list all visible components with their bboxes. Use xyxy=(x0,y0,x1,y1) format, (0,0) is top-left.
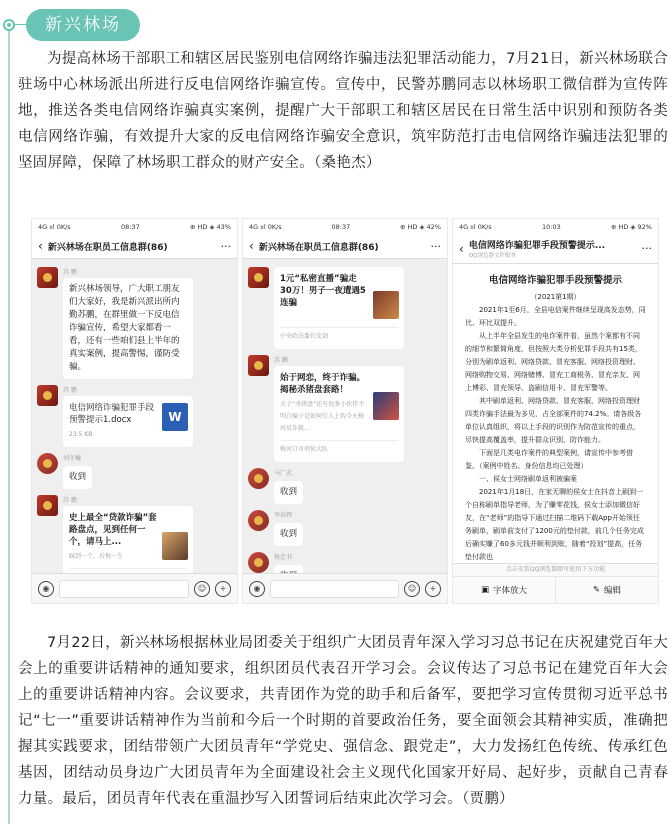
edit-button[interactable] xyxy=(555,577,658,603)
chat-titlebar xyxy=(32,234,237,259)
chat-input-bar xyxy=(243,573,447,603)
card-thumbnail xyxy=(162,532,188,560)
card-thumbnail xyxy=(373,392,399,420)
doc-paragraph: 2021年1月18日，在家无聊的侯女士在抖音上刷到一个自称刷单指导老师，为了赚零花钱，侯女士添加微信好友，在“老师”的指导下通过扫描二维码下载App开始领任务刷单，刷单前支付了1200元的垫付款，前几个任务完成后确实赚了60多元钱并顺利到账，随着“投划”提高，任务垫付款也 xyxy=(465,488,644,561)
back-arrow-icon[interactable]: ‹ xyxy=(249,239,254,253)
file-size: 23.5 KB xyxy=(69,431,93,438)
more-icon[interactable]: ··· xyxy=(220,239,231,253)
voice-icon[interactable]: ◉ xyxy=(38,581,54,597)
article-paragraph-1: 为提高林场干部职工和辖区居民鉴别电信网络诈骗违法犯罪活动能力，7月21日，新兴林场联合驻场中心林场派出所进行反电信网络诈骗宣传。宣传中，民警苏鹏同志以林场职工微信群为宣传阵地，推送各类电信网络诈骗真实案例，提醒广大干部职工和辖区居民在日常生活中识别和预防各类电信网络诈骗，有效提升大家的反电信网络诈骗安全意识，筑牢防范打击电信网络诈骗违法犯罪的坚固屏障，保障了林场职工群众的财产安全。（桑艳杰） xyxy=(18,51,668,171)
sender-name: 李春辉 xyxy=(274,512,293,519)
font-size-icon: ▣ xyxy=(480,585,489,595)
avatar xyxy=(37,453,58,474)
doc-issue: （2021第1期） xyxy=(530,293,581,301)
card-title: 始于网恋，终于诈骗。揭秘杀猪盘套路！ xyxy=(280,373,366,395)
status-battery: ⊕ HD ◈ 42% xyxy=(400,222,441,231)
install-hint: 点击安装QQ浏览器即可使用下方功能 xyxy=(505,566,606,573)
status-bar xyxy=(453,219,658,234)
word-file-icon: W xyxy=(162,403,188,431)
chat-title: 新兴林场在职员工信息群(86) xyxy=(47,242,168,253)
status-time: 08:37 xyxy=(331,222,351,231)
card-thumbnail xyxy=(373,291,399,319)
message-bubble: 收到 xyxy=(274,523,303,546)
status-signal: 4G ııl 0K/s xyxy=(38,222,71,231)
avatar xyxy=(248,355,269,376)
doc-title: 电信网络诈骗犯罪手段预警提示 xyxy=(488,275,622,286)
doc-toolbar xyxy=(453,563,658,603)
file-card[interactable] xyxy=(63,396,193,447)
doc-content xyxy=(453,264,658,584)
avatar xyxy=(37,385,58,406)
card-title: 1元“私密直播”骗走30万！男子一夜遭遇5连骗 xyxy=(280,274,366,308)
status-signal: 4G ııl 0K/s xyxy=(459,222,492,231)
chat-area xyxy=(32,259,237,573)
doc-paragraph: 其中刷单返利、网络贷款、冒充客服、网络投资理财四类诈骗手法最为多见，占全部案件的74.2%。请各级各单位认真组织，将以上手段的识别作为防范宣传的重点，尽快提高覆盖率，提升群众识别、防诈能力。 xyxy=(465,397,642,444)
status-battery: ⊕ HD ◈ 92% xyxy=(611,222,652,231)
edit-label: 编辑 xyxy=(604,586,622,596)
back-arrow-icon[interactable]: ‹ xyxy=(38,239,43,253)
voice-icon[interactable]: ◉ xyxy=(249,581,265,597)
article-paragraph-2: 7月22日，新兴林场根据林业局团委关于组织广大团员青年深入学习习总书记在庆祝建党百年大会上的重要讲话精神的通知要求，组织团员代表召开学习会。会议传达了习总书记在建党百年大会上的重要讲话精神内容。会议要求，共青团作为党的助手和后备军，要把学习宣传贯彻习近平总书记“七一”重要讲话精神作为当前和今后一个时期的首要政治任务，要全面领会其精神实质，准确把握其实践要求，团结带领广大团员青年“学党史、强信念、跟党走”，大力发扬红色传统、传承红色基因，团结动员身边广大团员青年为全面建设社会主义现代化国家开好局、起好步，贡献自己青春力量。最后，团员青年代表在重温抄写入团誓词后结束此次学习会。（贾鹏） xyxy=(18,635,668,807)
plus-icon[interactable]: + xyxy=(425,581,441,597)
more-icon[interactable]: ··· xyxy=(430,239,441,253)
status-time: 08:37 xyxy=(120,222,140,231)
message-input[interactable] xyxy=(59,580,189,598)
message-bubble: 收到 xyxy=(63,466,92,489)
font-size-button[interactable] xyxy=(453,577,555,603)
chat-message xyxy=(37,267,232,379)
chat-message xyxy=(37,453,232,489)
sender-name: 苏 鹏 xyxy=(63,497,77,504)
doc-paragraph: 2021年1至6月，全县电信案件继续呈现高发态势，同比、环比双提升。 xyxy=(465,306,646,327)
doc-paragraph: 一、侯女士网络刷单返利被骗案 xyxy=(479,475,577,483)
chat-title: 新兴林场在职员工信息群(86) xyxy=(258,242,379,253)
sender-name: 马广武 xyxy=(274,470,293,477)
avatar xyxy=(248,267,269,288)
doc-titlebar xyxy=(453,234,658,264)
avatar xyxy=(248,552,269,573)
plus-icon[interactable]: + xyxy=(215,581,231,597)
chat-message xyxy=(248,468,442,504)
chat-message xyxy=(248,267,442,349)
back-arrow-icon[interactable]: ‹ xyxy=(459,241,464,256)
avatar xyxy=(37,267,58,288)
sender-name: 杨忠书 xyxy=(274,554,293,561)
card-title: 史上最全“贷款诈骗”套路盘点，见到任何一个，请马上... xyxy=(69,513,157,547)
section-tag: 新兴林场 xyxy=(26,9,140,41)
chat-input-bar xyxy=(32,573,237,603)
message-bubble: 新兴林场领导，广大职工朋友们大家好，我是新兴派出所内勤苏鹏，在群里做一下反电信诈骗宣传，希望大家都看一看，还有一些咱们县上半年的真实案例，提高警惕，谨防受骗。 xyxy=(63,278,193,379)
status-battery: ⊕ HD ◈ 43% xyxy=(190,222,231,231)
avatar xyxy=(248,510,269,531)
avatar xyxy=(248,468,269,489)
chat-message xyxy=(37,385,232,447)
font-size-label: 字体放大 xyxy=(493,586,528,596)
status-signal: 4G ııl 0K/s xyxy=(249,222,282,231)
tag-dot-icon xyxy=(3,19,15,31)
sender-name: 苏 鹏 xyxy=(63,269,77,276)
chat-message xyxy=(248,355,442,462)
chat-message xyxy=(248,510,442,546)
timeline-line xyxy=(8,30,10,824)
chat-area xyxy=(243,259,447,573)
avatar xyxy=(37,495,58,516)
card-source: 梅河口市刑侦大队 xyxy=(280,440,398,456)
edit-icon: ✎ xyxy=(592,585,601,595)
sender-name: 苏 鹏 xyxy=(274,357,288,364)
card-subtitle: 关于“杀猪盘”还有很多小伙伴不明白骗子是如何引人上钩今天梅河反诈就... xyxy=(280,401,365,432)
status-bar xyxy=(32,219,237,234)
doc-paragraph: 从上半年全县发生的电诈案件看，虽然个案都有不同的细节和繁简角度，但按照大类分析犯罪手段共有15类，分别为刷单返利、网络贷款、冒充客服、网络投资理财、网络购物交易、网络赌博、冒充工商税务、冒充亲友、网上博彩、冒充领导、盗刷信用卡、冒充军警等。 xyxy=(465,332,642,392)
message-input[interactable] xyxy=(270,580,399,598)
doc-paragraph: 下面是几类电诈案件的典型案例，请宣传中参考借鉴。（案例中姓名、身份信息均已处理） xyxy=(465,449,633,470)
doc-window-subtitle: QQ浏览器文件服务 xyxy=(468,253,516,259)
screenshot-phone-2 xyxy=(242,218,448,604)
screenshot-phone-3 xyxy=(452,218,659,604)
article-card[interactable] xyxy=(274,267,404,349)
message-bubble: 收到 xyxy=(274,481,303,504)
sender-name: 刘冬巍 xyxy=(63,455,82,462)
doc-window-title: 电信网络诈骗犯罪手段预警提示... xyxy=(468,241,606,251)
sender-name: 苏 鹏 xyxy=(63,387,77,394)
card-source: 中央政法委长安剑 xyxy=(280,327,398,343)
card-subtitle: 踩到一个，后悔一生 xyxy=(69,553,124,560)
emoji-icon[interactable]: ☺ xyxy=(404,581,420,597)
status-time: 10:03 xyxy=(541,222,561,231)
chat-titlebar xyxy=(243,234,447,259)
screenshot-phone-1 xyxy=(31,218,238,604)
article-card[interactable] xyxy=(274,366,404,462)
emoji-icon[interactable]: ☺ xyxy=(194,581,210,597)
file-name: 电信网络诈骗犯罪手段预警提示1.docx xyxy=(69,403,155,425)
more-icon[interactable]: ··· xyxy=(641,242,652,255)
status-bar xyxy=(243,219,447,234)
